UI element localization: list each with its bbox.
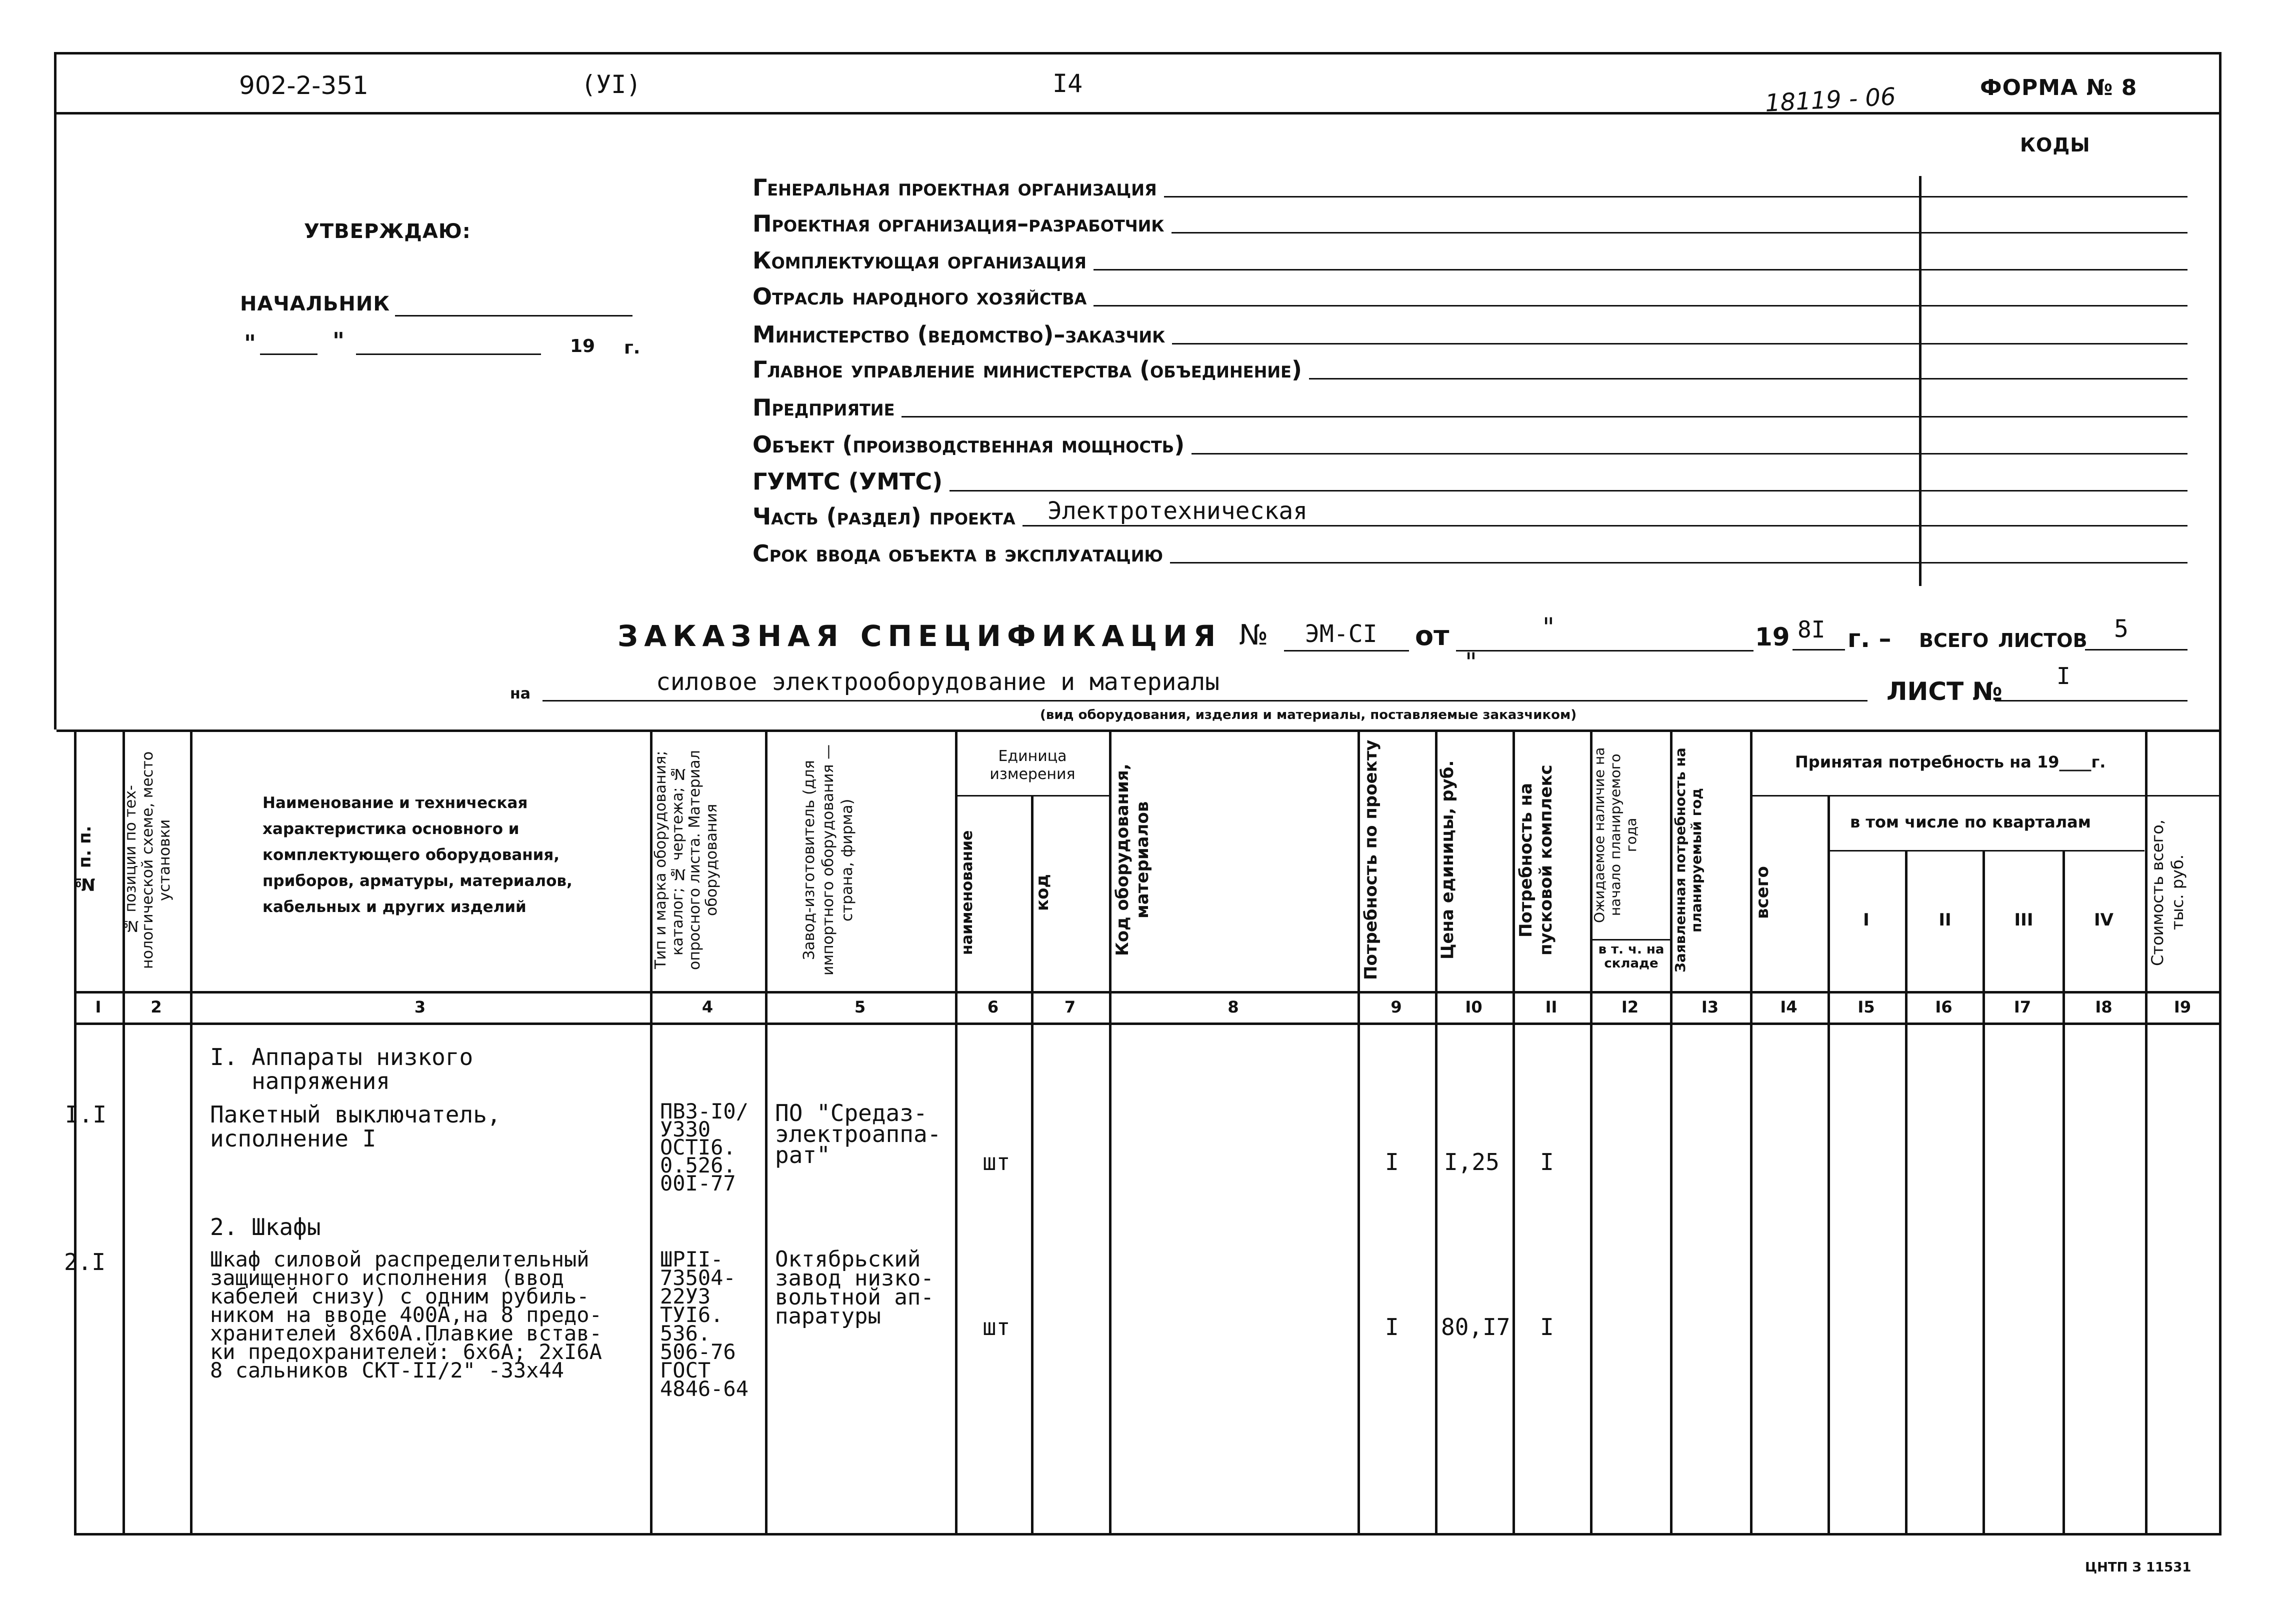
spec-year-suffix: г. –: [1848, 624, 1892, 653]
item2-name: Шкаф силовой распределительный защищенного исполнения (ввод кабелей снизу) с одним рубиль- ником на вводе 400А,на 8 предо- хранителей 8х60А.Плавкие встав- ки предохранителей: 6х6А; 2хI6А 8 сальников СКТ-II/2" -33х44: [210, 1247, 602, 1382]
item2-qty: I: [1385, 1314, 1399, 1340]
item1-qty: I: [1385, 1148, 1399, 1176]
doc-code: 902-2-351: [239, 71, 368, 100]
album-no: (УI): [581, 70, 642, 99]
col14-header: всего: [1752, 866, 1772, 919]
item2-type: ШРII- 73504- 22УЗ ТУI6. 536. 506-76 ГОСТ 4846-64: [660, 1247, 749, 1401]
date-quote-close: ": [332, 328, 344, 354]
sub-col-line-4: [2062, 850, 2065, 1536]
spec-sheet-value: I: [2056, 662, 2070, 690]
col9-header: Потребность по проекту: [1361, 740, 1381, 980]
spec-sheet-label: ЛИСТ №: [1886, 677, 2002, 706]
table-numbers-top: [74, 991, 2222, 994]
col3-header: Наименование и техническая характеристика основного и комплектующего оборудования, приборов, арматуры, материалов, кабельных и других изделий: [262, 794, 572, 916]
stock-split-line: [1590, 939, 1670, 940]
sub-col-line-3: [1982, 850, 1985, 1536]
col-number-18: I8: [2095, 998, 2112, 1016]
spec-total-line: [2085, 649, 2188, 650]
col-number-4: 4: [702, 998, 714, 1016]
col-number-13: I3: [1701, 998, 1719, 1016]
quarters-header: в том числе по кварталам: [1850, 812, 2091, 832]
field-label-8: ГУМТС (УМТС): [752, 468, 943, 495]
field-line-6: [902, 416, 2188, 418]
col-line-8: [1512, 730, 1515, 1536]
col7-header: код: [1032, 874, 1052, 911]
date-year: 19: [570, 336, 596, 356]
q4-header: IV: [2094, 910, 2114, 930]
col-number-14: I4: [1780, 998, 1798, 1016]
field-label-7: Объект (производственная мощность): [752, 431, 1185, 458]
item1-name: Пакетный выключатель, исполнение I: [210, 1101, 501, 1152]
field-label-3: Отрасль народного хозяйства: [752, 283, 1087, 310]
codes-label: КОДЫ: [2020, 134, 2090, 156]
col-number-9: 9: [1390, 998, 1402, 1016]
form-number: ФОРМА № 8: [1980, 75, 2138, 100]
table-bottom: [74, 1533, 2222, 1536]
col-number-2: 2: [150, 998, 162, 1016]
item1-unit: шт: [982, 1148, 1010, 1176]
quarters-line: [1828, 850, 2144, 852]
frame-left: [54, 52, 56, 730]
spec-no-label: №: [1239, 619, 1268, 652]
item2-maker: Октябрьский завод низко- вольтной ап- паратуры: [775, 1246, 934, 1329]
col11-header: Потребность на пусковой комплекс: [1516, 764, 1556, 956]
item1-type: ПВЗ-I0/ УЗ30 ОСТI6. 0.526. 00I-77: [660, 1099, 749, 1196]
col10-header: Цена единицы, руб.: [1438, 760, 1458, 960]
col-number-7: 7: [1064, 998, 1076, 1016]
col-number-3: 3: [414, 998, 426, 1016]
date-day-line: [260, 354, 318, 355]
spec-year-prefix: 19: [1755, 622, 1790, 652]
item2-start: I: [1540, 1314, 1554, 1340]
col8-header: Код оборудования, материалов: [1112, 764, 1152, 956]
accepted-header: Принятая потребность на 19____г.: [1795, 752, 2106, 772]
col12a-header: Ожидаемое наличие на начало планируемого года: [1591, 747, 1640, 923]
item2-price: 80,I7: [1441, 1314, 1510, 1340]
field-label-0: Генеральная проектная организация: [752, 174, 1157, 201]
col-number-12: I2: [1621, 998, 1639, 1016]
col-number-11: II: [1545, 998, 1558, 1016]
field-line-3: [1094, 305, 2188, 306]
spec-on-value: силовое электрооборудование и материалы: [656, 668, 1220, 696]
spec-no-value: ЭМ-CI: [1305, 620, 1378, 648]
unit-group-header: Единица измерения: [990, 748, 1076, 783]
spec-sheet-line: [1995, 700, 2188, 702]
spec-on-label: на: [510, 685, 530, 702]
field-line-8: [950, 490, 2188, 492]
field-line-10: [1170, 562, 2188, 564]
page-no: I4: [1052, 69, 1083, 98]
col1-header: № п. п.: [75, 826, 95, 894]
field-line-4: [1172, 343, 2188, 344]
accepted-line: [1750, 795, 2222, 796]
item1-maker: ПО "Средаз- электроаппа- рат": [775, 1100, 942, 1168]
spec-year-line: [1792, 649, 1845, 650]
inventory-no: 18119 - 06: [1764, 82, 1896, 118]
col-number-8: 8: [1228, 998, 1239, 1016]
col-line-6: [1358, 730, 1360, 1536]
item1-start: I: [1540, 1148, 1554, 1176]
field-label-4: Министерство (ведомство)–заказчик: [752, 321, 1166, 348]
field-value-9[interactable]: Электротехническая: [1048, 497, 1308, 525]
spec-no-line: [1284, 650, 1409, 652]
footer-code: ЦНТП З 11531: [2085, 1560, 2192, 1575]
table-numbers-bottom: [74, 1022, 2222, 1025]
date-quote-open: ": [244, 330, 256, 357]
sub-col-line-2: [1905, 850, 1908, 1536]
col-line-5: [1109, 730, 1112, 1536]
sub-col-line-1: [1828, 795, 1830, 1536]
spec-title: ЗАКАЗНАЯ СПЕЦИФИКАЦИЯ: [618, 619, 1222, 653]
col12b-header: в т. ч. на складе: [1598, 942, 1664, 971]
col-number-5: 5: [854, 998, 866, 1016]
spec-total-value: 5: [2114, 615, 2128, 643]
item2-unit: шт: [982, 1314, 1010, 1340]
col-number-16: I6: [1935, 998, 1952, 1016]
spec-on-line: [542, 700, 1868, 702]
spec-date-line: [1456, 650, 1754, 652]
frame-right: [2219, 52, 2222, 1535]
approve-label: УТВЕРЖДАЮ:: [304, 220, 471, 243]
col-number-19: I9: [2174, 998, 2192, 1016]
col-number-1: I: [95, 998, 102, 1016]
table-top: [56, 730, 2222, 732]
field-label-2: Комплектующая организация: [752, 247, 1086, 274]
frame-top: [54, 52, 2222, 54]
col6-header: наименование: [958, 830, 976, 955]
q3-header: III: [2014, 910, 2034, 930]
unit-group-line: [955, 795, 1109, 796]
q2-header: II: [1938, 910, 1952, 930]
field-line-0: [1164, 196, 2188, 198]
col2-header: № позиции по тех-нологической схеме, место установки: [122, 751, 174, 969]
field-label-5: Главное управление министерства (объединение): [752, 356, 1302, 383]
item1-price: I,25: [1444, 1148, 1500, 1176]
field-line-2: [1094, 269, 2188, 270]
spec-from-label: от: [1415, 620, 1450, 652]
frame-header-bottom: [54, 112, 2222, 114]
col4-header: Тип и марка оборудования; каталог; № чертежа; № опросного листа. Материал оборудования: [652, 750, 720, 970]
date-year-suffix: г.: [624, 338, 640, 358]
spec-caption: (вид оборудования, изделия и материалы, поставляемые заказчиком): [1040, 708, 1577, 722]
col-number-17: I7: [2014, 998, 2032, 1016]
spec-quote1: ": [1542, 612, 1554, 642]
col-line-3: [765, 730, 768, 1536]
col-number-6: 6: [987, 998, 999, 1016]
item1-number: I.I: [65, 1101, 107, 1128]
spec-total-label: всего листов: [1919, 622, 2088, 654]
field-label-10: Срок ввода объекта в эксплуатацию: [752, 540, 1164, 567]
field-line-7: [1192, 453, 2188, 454]
field-line-9: [1022, 525, 2188, 526]
spec-quote2: ": [1465, 648, 1477, 678]
q1-header: I: [1863, 910, 1870, 930]
spec-year-value: 8I: [1798, 616, 1826, 643]
chief-line: [395, 315, 632, 316]
section1-title: I. Аппараты низкого напряжения: [210, 1044, 474, 1094]
codes-divider: [1919, 176, 1922, 586]
col19-header: Стоимость всего, тыс. руб.: [2148, 819, 2187, 966]
col13-header: Заявленная потребность на планируемый год: [1672, 748, 1704, 972]
col-number-10: I0: [1465, 998, 1482, 1016]
field-line-1: [1172, 232, 2188, 234]
field-label-6: Предприятие: [752, 394, 895, 421]
date-month-line: [356, 354, 541, 355]
col5-header: Завод-изготовитель (для импортного оборудования — страна, фирма): [800, 744, 856, 976]
field-line-5: [1309, 378, 2188, 380]
field-label-9: Часть (раздел) проекта: [752, 503, 1016, 530]
section2-title: 2. Шкафы: [210, 1214, 321, 1240]
field-label-1: Проектная организация–разработчик: [752, 210, 1164, 237]
col-line-1: [190, 730, 192, 1536]
col-number-15: I5: [1858, 998, 1875, 1016]
chief-label: НАЧАЛЬНИК: [240, 292, 390, 316]
item2-number: 2.I: [64, 1248, 106, 1276]
